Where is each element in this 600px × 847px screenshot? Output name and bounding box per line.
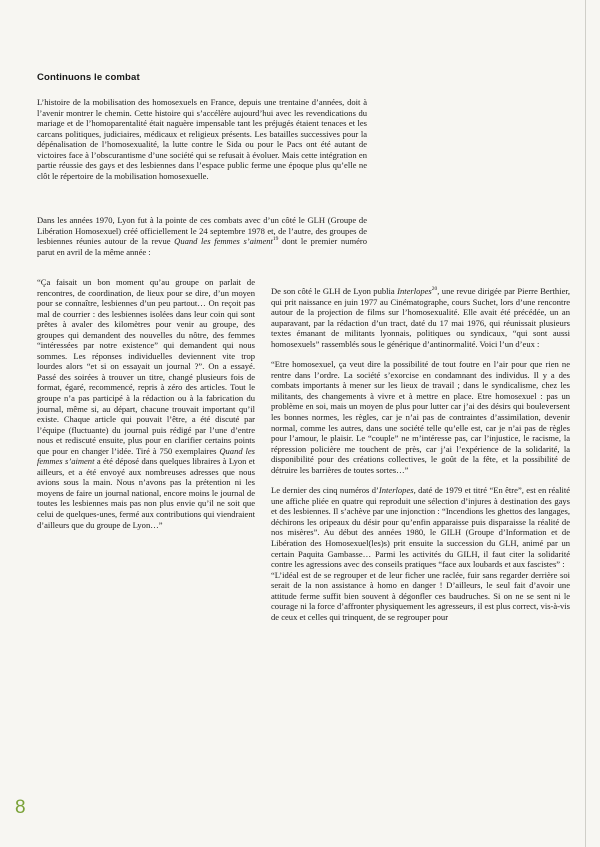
right-column [271, 286, 570, 622]
journal-title: Interlopes [397, 286, 432, 296]
glh-paragraph: De son côté le GLH de Lyon publia Interlopes$^{20}$, une revue dirigée par Pierre Berthier, qui prit naissance en juin 1977 au Cinématographe, cours Suchet, lors d’une rencontre autour de la projection de films sur l’homosexualité. Elle avait été précédée, un an auparavant, par la rédaction d’un tract, daté du 17 mai 1976, qui réunissait plusieurs textes émanant de militants lyonnais, politiques ou syndicaux, “qui sont aussi homosexuels” rassemblés sous le générique d’antinormalité. Voici l’un d’eux : [271, 286, 571, 349]
lyon-paragraph: Dans les années 1970, Lyon fut à la pointe de ces combats avec d’un côté le GLH (Groupe de Libération Homosexuel) créé officiellement le 24 septembre 1978 et, de l’autre, des groupes de lesbiennes réunies autour de la revue Quand les femmes s’aiment$^{19}$ dont le premier numéro parut en avril de la même année : [37, 215, 367, 257]
section-heading: Continuons le combat [37, 72, 140, 83]
footnote-ref: 20 [431, 286, 438, 293]
interlopes-paragraph: Le dernier des cinq numéros d’Interlopes, daté de 1979 et titré “En être”, est en réalité une affiche pliée en quatre qui reproduit une sélection d’injures à destination des gays et des lesbiennes. Il s’achève par une injonction : “Incendions les ghettos des langages, déchirons les oripeaux du désir pour qu’enfin apparaisse puis disparaisse la réalité de nos misères”. Au début des années 1980, le GILH (Groupe d’Information et de Libération des Homosexuel(les)s) prit ensuite la succession du GLH, animé par un certain Paquita Gambasse… Parmi les activités du GILH, il faut citer la solidarité contre les agressions avec des conseils pratiques “face aux loubards et aux fascistes” : [271, 485, 570, 570]
footnote-ref: 19 [272, 236, 279, 243]
journal-title: Quand les femmes s’aiment [37, 445, 255, 467]
agression-quote: “L’idéal est de se regrouper et de leur ficher une raclée, fuir sans regarder derrière soi serait de la non assistance à homo en danger ! D’ailleurs, le seul fait d’avoir une attitude ferme suffit bien souvent à dégonfler ces baudruches. Si on ne se sent ni le courage ni la force d’affronter physiquement les agresseurs, il est plus correct, vis-à-vis de ceux et celles qui trinquent, de se regrouper pour [271, 569, 570, 622]
intro-paragraph: L’histoire de la mobilisation des homosexuels en France, depuis une trentaine d’années, doit à l’avenir montrer le chemin. Cette histoire qui s’accélère aujourd’hui avec les revendications du mariage et de l’homoparentalité était naguère impensable tant les préjugés étaient tenaces et les carcans politiques, judiciaires, médicaux et religieux présents. Les batailles successives pour la dépénalisation de l’homosexualité, la lutte contre le Sida ou pour le Pacs ont été autant de victoires face à l’obscurantisme d’une société qui se refusait à évoluer. Mais cette intégration en partie réussie des gays et des lesbiennes dans l’espace public ferme une époque plus qu’elle ne clôt le répertoire de la mobilisation homosexuelle. [37, 97, 367, 181]
journal-quote: “Ça faisait un bon moment qu’au groupe on parlait de rencontres, de coordination, de lieux pour se dire, d’un moyen pour se connaître, lesbiennes d’un peu partout… On reçoit pas mal de courrier : des lesbiennes isolées dans leur coin qui sont prêtes à avaler des kilomètres pour venir au groupe, des groupes qui demandent des nouvelles du nôtre, des femmes “intéressées par notre existence” qui demandent qui nous sommes. Les réponses individuelles deviennent vite trop lourdes alors “et si on essayait un journal ?”. On a essayé. Passé des soirées à trouver un titre, changé plusieurs fois de format, égaré, recommencé, repris à zéro des articles. Tout le groupe n’a pas participé à la rédaction ou à la fabrication du journal, même si, au départ, chacune trouvait important qu’il existe. Chaque article qui pouvait l’être, a été discuté par l’équipe (fluctuante) du journal puis rédigé par l’une d’entre nous et rediscuté ensuite, plus pour en clarifier certains points que pour en changer l’idée. Tiré à 750 exemplaires Quand les femmes s’aiment a été déposé dans quelques libraires à Lyon et ailleurs, et a été envoyé aux nombreuses adresses que nous avions sous la main. Nous n’avons pas la prétention ni les moyens de faire un journal national, encore moins le journal de toutes les lesbiennes mais pas non plus envie qu’il ne soit que celui de quelques-unes, fermé aux contributions qui viendraient d’ailleurs que du groupe de Lyon…” [37, 277, 255, 530]
page-number: 8 [15, 797, 26, 818]
journal-title: Quand les femmes s’aiment [174, 236, 273, 247]
tract-quote: “Etre homosexuel, ça veut dire la possibilité de tout foutre en l’air pour que rien ne rentre dans l’ordre. La société s’exorcise en condamnant des individus. Il y a des combats importants à mener sur les lieux de travail ; dans le syndicalisme, chez les militants, des changements à vivre et à mettre en place. Etre homosexuel : pas un problème en soi, mais un moyen de plus pour lutter car j’ai des désirs qui bouleversent les bonnes normes, les règles, car je n’ai pas de contraintes d’assimilation, devenir normal, comme les autres, dans une société telle qu’elle est, car je n’ai pas de règles pour l’amour, le plaisir. Le “couple” ne m’intéresse pas, car l’injustice, le racisme, la répression policière me touchent de près, car j’ai l’expérience de la solidarité, la disponibilité pour des créations collectives, le goût de la fête, et la possibilité de détruire les barrières de toutes sortes…” [271, 359, 570, 475]
journal-title: Interlopes [378, 485, 414, 496]
margin-rule [585, 0, 586, 847]
